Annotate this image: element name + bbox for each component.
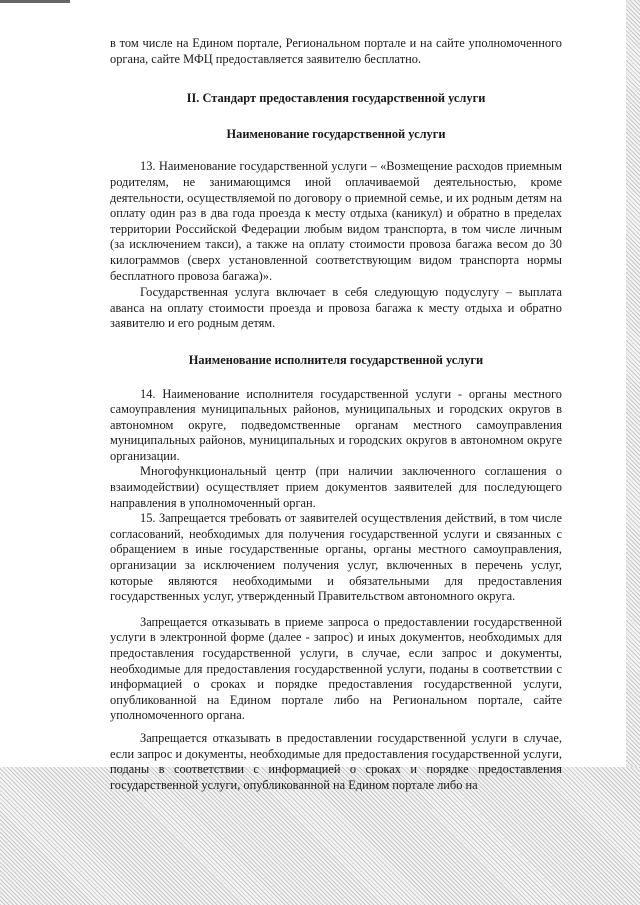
scan-edge-mark (0, 0, 70, 3)
paragraph-refuse-accept: Запрещается отказывать в приеме запроса о предоставлении государственной услуги в электронной форме (далее - запрос) и иных документов, необходимых для предоставления государственной услуги, в случае, если запрос и документы, необходимые для предоставления государственной услуги, поданы в соответствии с информацией о сроках и порядке предоставления государственной услуги, опубликованной на Едином портале либо на Региональном портале, сайте уполномоченного органа. (110, 614, 562, 723)
paragraph-13: 13. Наименование государственной услуги – «Возмещение расходов приемным родителям, не занимающимся иной оплачиваемой деятельностью, кроме деятельности, осуществляемой по договору о приемной семье, и их родным детям на оплату один раз в два года проезда к месту отдыха (каникул) и обратно в пределах территории Российской Федерации любым видом транспорта, в том числе личным (за исключением такси), а также на оплату стоимости провоза багажа весом до 30 килограммов (сверх установленной соответствующим видом транспорта нормы бесплатного провоза багажа)». (110, 159, 562, 283)
paragraph-15: 15. Запрещается требовать от заявителей осуществления действий, в том числе согласований, необходимых для получения государственной услуги и связанных с обращением в иные государственные органы, органы местного самоуправления, организации за исключением получения услуг, включенных в перечень услуг, которые являются необходимыми и обязательными для предоставления государственных услуг, утвержденный Правительством автономного округа. (110, 511, 562, 604)
paragraph-refuse-provide: Запрещается отказывать в предоставлении государственной услуги в случае, если запрос и документы, необходимые для предоставления государственной услуги, поданы в соответствии с информацией о сроках и порядке предоставления государственной услуги, опубликованной на Едином портале либо на (110, 730, 562, 792)
heading-service-name: Наименование государственной услуги (226, 126, 446, 141)
paragraph-subservice: Государственная услуга включает в себя следующую подуслугу – выплата аванса на оплату стоимости проезда и провоза багажа к месту отдыха и обратно заявителю и его родным детям. (110, 285, 562, 331)
paragraph-mfc: Многофункциональный центр (при наличии заключенного соглашения о взаимодействии) осуществляет прием документов заявителей для последующего направления в уполномоченный орган. (110, 464, 562, 510)
document-page (110, 36, 562, 793)
paragraph-14: 14. Наименование исполнителя государственной услуги - органы местного самоуправления муниципальных районов, муниципальных и городских округов в автономном округе, подведомственные органам местного самоуправления муниципальных районов, муниципальных и городских округов в автономном округе организации. (110, 386, 562, 463)
intro-paragraph: в том числе на Едином портале, Региональном портале и на сайте уполномоченного органа, сайте МФЦ предоставляется заявителю бесплатно. (110, 36, 562, 66)
heading-executor: Наименование исполнителя государственной услуги (188, 352, 484, 367)
section-title: II. Стандарт предоставления государственной услуги (186, 91, 486, 106)
